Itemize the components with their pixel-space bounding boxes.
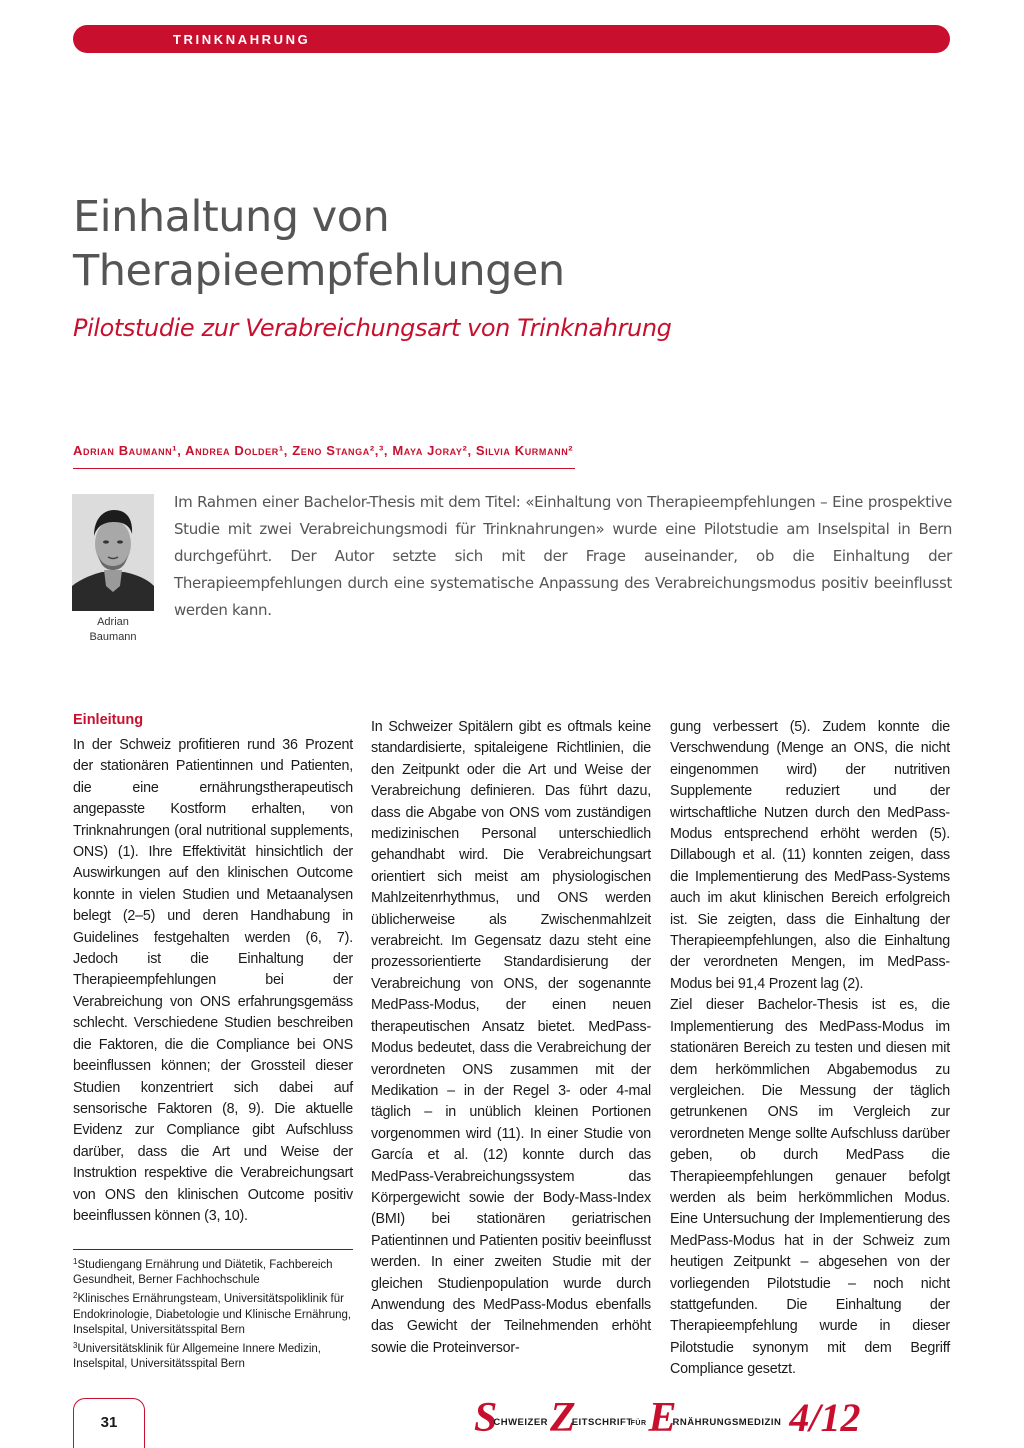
footnote-2-text: Klinisches Ernährungsteam, Universitätspoliklinik für Endokrinologie, Diabetologie und Klinische Ernährung, Inselspital, Universitätsspital Bern [73,1293,352,1336]
footnote-3: $^3$Universitätsklinik für Allgemeine Innere Medizin, Inselspital, Universitätsspital Bern [73,1341,321,1371]
column-2-paragraph: In Schweizer Spitälern gibt es oftmals keine standardisierte, spitaleigene Richtlinien, die den Zeitpunkt oder die Art und Weise der Verabreichung definieren. Das führt dazu, dass die Abgabe von ONS vom zuständigen medizinischen Personal unterschiedlich gehandhabt wird. Die Verabreichungsart orientiert sich meist am physiologischen Mahlzeitenrhythmus, und ONS werden üblicherweise als Zwischenmahlzeit verabreicht. Im Gegensatz dazu steht eine prozessorientierte Standardisierung der Verabreichung von ONS, der sogenannte MedPass-Modus, der einen neuen therapeutischen Ansatz bietet. MedPass-Modus bedeutet, dass die Verabreichung der verordneten ONS zusammen mit der Medikation – in der Regel 3- oder 4-mal täglich – in unüblich kleinen Portionen vorgenommen wird (11). In einer Studie von García et al. (12) konnte durch das MedPass-Verabreichungssystem das Körpergewicht sowie der Body-Mass-Index (BMI) bei stationären geriatrischen Patientinnen und Patienten positiv beeinflusst werden. In einer zweiten Studie mit der gleichen Studienpopulation wurde durch Anwendung des MedPass-Modus ebenfalls das Gewicht der Teilnehmenden erhöht sowie die Proteinversor- [371,719,651,1356]
affiliation-footnotes [73,1254,355,1372]
title-line-1: Einhaltung von [73,192,390,242]
journal-logo [474,1394,860,1440]
journal-issue: 4/12 [789,1395,861,1440]
body-column-2 [371,717,651,1359]
author-photo [72,494,154,611]
section-heading-einleitung: Einleitung [73,712,144,728]
photo-caption-line-1: Adrian [97,616,129,628]
intro-paragraph: Im Rahmen einer Bachelor-Thesis mit dem Titel: «Einhaltung von Therapieempfehlungen – Eine prospektive Studie mit zwei Verabreichungsmodi für Trinknahrungen» wurde eine Pilotstudie am Inselspital in Bern durchgeführt. Der Autor setzte sich mit der Frage auseinander, ob die Einhaltung der Therapieempfehlungen durch eine systematische Anpassung des Verabreichungsmodus positiv beeinflusst werden kann. [174,493,952,619]
journal-word-ernaehrungsmedizin: RNÄHRUNGSMEDIZIN [672,1417,782,1428]
journal-letter-e: E [648,1395,677,1441]
journal-letter-z: Z [550,1395,576,1441]
photo-caption-line-2: Baumann [89,631,137,643]
journal-letter-s: S [474,1395,498,1441]
photo-caption [72,615,154,645]
column-3-paragraph-1: gung verbessert (5). Zudem konnte die Verschwendung (Menge an ONS, die nicht eingenommen wird) der nutritiven Supplemente reduziert und der wirtschaftliche Nutzen durch den MedPass-Modus entsprechend erhöht werden (5). Dillabough et al. (11) konnten zeigen, dass die Implementierung des MedPass-Systems auch im akut klinischen Bereich erfolgreich ist. Sie zeigten, dass die Einhaltung der Therapieempfehlungen, also die Einhaltung der verordneten Mengen, im MedPass-Modus bei 91,4 Prozent lag (2). [670,719,950,992]
column-1-paragraph: In der Schweiz profitieren rund 36 Prozent der stationären Patientinnen und Patienten, die eine ernährungstherapeutisch angepasste Kostform erhalten, von Trinknahrungen (oral nutritional supplements, ONS) (1). Ihre Effektivität hinsichtlich der Auswirkungen auf den klinischen Outcome konnte in vielen Studien und Metaanalysen belegt (2–5) und deren Handhabung in Guidelines festgehalten werden (6, 7). Jedoch ist die Einhaltung der Therapieempfehlungen bei der Verabreichung von ONS erfahrungsgemäss schlecht. Verschiedene Studien beschreiben die Faktoren, die die Compliance bei ONS beeinflussen können; der Grossteil dieser Studien konzentriert sich dabei auf sensorische Faktoren (8, 9). Die aktuelle Evidenz zur Compliance gibt Aufschluss darüber, dass die Art und Weise der Instruktion respektive die Verabreichungsart von ONS den klinischen Outcome positiv beeinflussen können (3, 10). [73,737,353,1224]
footnote-divider [73,1249,353,1250]
journal-word-schweizer: CHWEIZER [493,1417,549,1428]
footnote-2: $^2$Klinisches Ernährungsteam, Universitätspoliklinik für Endokrinologie, Diabetologie und Klinische Ernährung, Inselspital, Universitätsspital Bern [73,1291,352,1336]
portrait-image [72,494,154,611]
author-line: Adrian Baumann¹, Andrea Dolder¹, Zeno Stanga²,³, Maya Joray², Silvia Kurmann² [73,443,575,469]
column-3-paragraph-2: Ziel dieser Bachelor-Thesis ist es, die Implementierung des MedPass-Modus im stationären Bereich zu testen und diesen mit dem herkömmlichen Abgabemodus zu vergleichen. Die Messung der täglich getrunkenen ONS im Vergleich zur verordneten Menge sollte Aufschluss darüber geben, ob durch MedPass die Therapieempfehlungen genauer befolgt werden als beim herkömmlichen Modus. Eine Untersuchung der Implementierung des MedPass-Modus hat in der Schweiz zum heutigen Zeitpunkt – abgesehen von der vorliegenden Pilotstudie – noch nicht stattgefunden. Die Einhaltung der Therapieempfehlung wurde in dieser Pilotstudie synonym mit dem Begriff Compliance gesetzt. [670,997,950,1378]
footnote-1-text: Studiengang Ernährung und Diätetik, Fachbereich Gesundheit, Berner Fachhochschule [73,1259,333,1287]
section-label: TRINKNAHRUNG [173,32,311,47]
footnote-3-text: Universitätsklinik für Allgemeine Innere Medizin, Inselspital, Universitätsspital Bern [73,1343,321,1371]
footnote-1: $^1$Studiengang Ernährung und Diätetik, Fachbereich Gesundheit, Berner Fachhochschule [73,1257,333,1287]
title-line-2: Therapieempfehlungen [73,246,565,296]
journal-word-zeitschrift: EITSCHRIFT [571,1417,633,1428]
body-column-3 [670,717,950,1381]
body-column-1 [73,735,353,1227]
page-number: 31 [100,1414,118,1431]
article-title [73,190,953,298]
section-header-bar [73,25,950,53]
journal-word-fuer: FÜR [630,1420,647,1427]
article-subtitle: Pilotstudie zur Verabreichungsart von Trinknahrung [73,314,672,342]
